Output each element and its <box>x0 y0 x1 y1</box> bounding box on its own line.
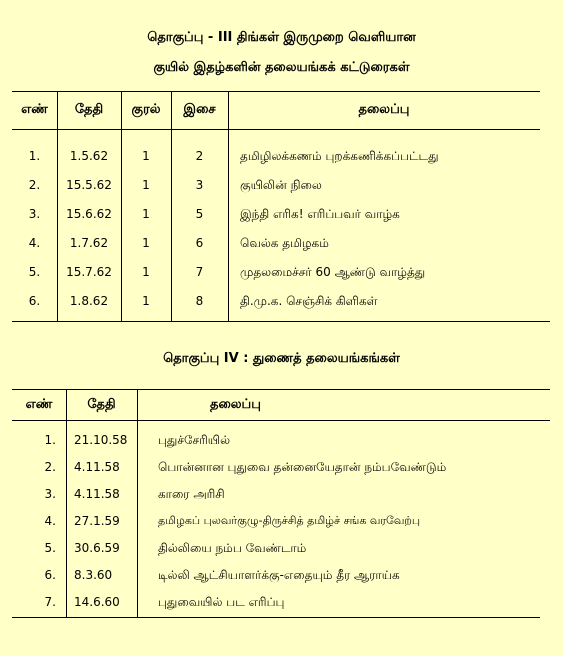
row-date: 4.11.58 <box>74 460 120 474</box>
row-kural: 1 <box>142 236 150 250</box>
row-no: 5. <box>44 541 56 555</box>
table1-header-no: எண் <box>21 102 48 117</box>
row-kural: 1 <box>142 265 150 279</box>
row-date: 4.11.58 <box>74 487 120 501</box>
table2-col-divider <box>66 389 67 617</box>
row-no: 3. <box>28 207 41 221</box>
row-date: 30.6.59 <box>74 541 120 555</box>
table1-bottom-rule <box>12 321 550 322</box>
row-date: 8.3.60 <box>74 568 113 582</box>
table2-header-no: எண் <box>25 397 53 412</box>
row-title: தமிழகப் புலவர்குழு-திருச்சித் தமிழ்ச் சங்க வரவேற்பு <box>158 514 421 527</box>
row-title: காரை அரிசி <box>158 487 225 501</box>
row-kural: 1 <box>142 294 150 308</box>
row-kural: 1 <box>142 149 150 163</box>
row-no: 6. <box>44 568 56 582</box>
section2-title: தொகுப்பு IV : துணைத் தலையங்கங்கள் <box>163 351 400 366</box>
row-no: 7. <box>44 595 56 609</box>
row-date: 15.5.62 <box>66 178 112 192</box>
table1-header-date: தேதி <box>74 102 104 117</box>
section1-title-line1: தொகுப்பு - III திங்கள் இருமுறை வெளியான <box>147 30 416 45</box>
row-isai: 2 <box>195 149 204 163</box>
row-title: இந்தி எரிக! எரிப்பவர் வாழ்க <box>240 207 400 221</box>
row-no: 4. <box>28 236 41 250</box>
row-date: 14.6.60 <box>74 595 120 609</box>
row-title: தில்லியை நம்ப வேண்டாம் <box>158 541 307 555</box>
table1-header-isai: இசை <box>183 102 216 117</box>
row-isai: 5 <box>195 207 204 221</box>
table2-bottom-rule <box>12 617 540 618</box>
row-title: தி.மு.க. செஞ்சிக் கிளிகள் <box>240 294 378 308</box>
row-title: புதுவையில் பட எரிப்பு <box>158 595 285 609</box>
row-date: 1.8.62 <box>69 294 109 308</box>
row-no: 1. <box>44 433 56 447</box>
row-date: 1.7.62 <box>69 236 109 250</box>
row-date: 15.7.62 <box>66 265 112 279</box>
row-no: 6. <box>28 294 41 308</box>
table1-header-title: தலைப்பு <box>358 102 410 117</box>
row-isai: 7 <box>195 265 204 279</box>
row-date: 27.1.59 <box>74 514 120 528</box>
row-date: 15.6.62 <box>66 207 112 221</box>
row-no: 3. <box>44 487 56 501</box>
row-title: பொன்னான புதுவை தன்னையேதான் நம்பவேண்டும் <box>158 460 447 474</box>
row-title: முதலமைச்சர் 60 ஆண்டு வாழ்த்து <box>240 265 426 279</box>
row-no: 1. <box>28 149 41 163</box>
row-kural: 1 <box>142 207 150 221</box>
table2-header-date: தேதி <box>87 397 116 412</box>
table2-header-rule <box>12 420 550 421</box>
row-title: குயிலின் நிலை <box>240 178 322 192</box>
row-title: வெல்க தமிழகம் <box>240 236 329 250</box>
row-title: டில்லி ஆட்சியாளர்க்கு-எதையும் தீர ஆராய்க <box>158 568 400 582</box>
row-no: 2. <box>44 460 56 474</box>
section1-title-line2: குயில் இதழ்களின் தலையங்கக் கட்டுரைகள் <box>153 60 410 75</box>
table2-header-title: தலைப்பு <box>210 397 261 412</box>
row-no: 4. <box>44 514 56 528</box>
row-no: 2. <box>28 178 41 192</box>
row-isai: 3 <box>195 178 204 192</box>
row-isai: 6 <box>195 236 204 250</box>
table1-header-kural: குரல் <box>131 102 161 117</box>
table1-header-rule <box>12 129 540 130</box>
row-kural: 1 <box>142 178 150 192</box>
row-date: 21.10.58 <box>74 433 128 447</box>
row-no: 5. <box>28 265 41 279</box>
row-isai: 8 <box>195 294 204 308</box>
table1-top-rule <box>12 91 540 92</box>
table1-col-divider <box>228 91 229 321</box>
row-title: புதுச்சேரியில் <box>158 433 231 447</box>
table2-top-rule <box>12 389 550 390</box>
row-title: தமிழிலக்கணம் புறக்கணிக்கப்பட்டது <box>240 149 439 163</box>
row-date: 1.5.62 <box>69 149 109 163</box>
table2-col-divider <box>137 389 138 617</box>
